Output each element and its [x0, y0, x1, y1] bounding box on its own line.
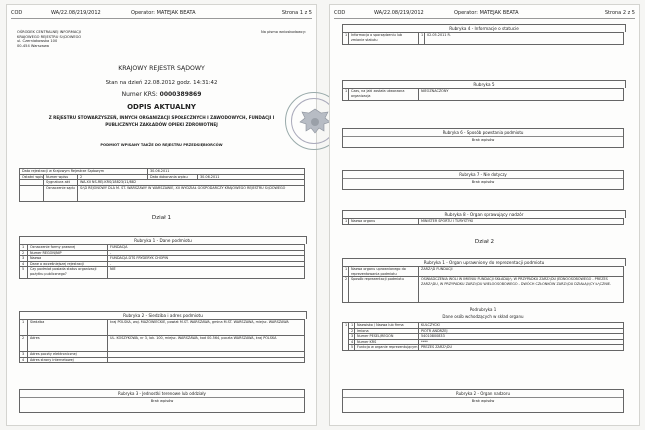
table-row: 1 Czas, na jaki została utworzona organizacja NIEOZNACZONY — [343, 89, 624, 101]
table-row: 3 Nazwa FUNDACJA DTS FRYDERYK CHOPIN — [20, 256, 305, 262]
table-row: 2 Imiona PIOTR ANDRZEJ — [343, 328, 624, 334]
rubryka-1-table — [19, 244, 305, 279]
rubryka-4-title: Rubryka 4 - Informacje o statucie — [342, 24, 626, 32]
table-row: 5 Czy podmiot posiada status organizacji pożytku publicznego? NIE — [20, 267, 305, 279]
rubryka-2-title: Rubryka 2 - Siedziba i adres podmiotu — [19, 311, 307, 319]
rubryka-2-table — [19, 319, 305, 363]
rubryka-3-title: Rubryka 3 - Jednostki terenowe lub oddziały — [20, 390, 304, 398]
header-kw: WA/22.08/219/2012 — [51, 10, 101, 16]
header-page-number: Strona 2 z 5 — [604, 10, 635, 16]
dzial-2-rubryka-1-table — [342, 266, 624, 303]
table-row: 4 Numer KRS **** — [343, 339, 624, 345]
rubryka-1-title: Rubryka 1 - Dane podmiotu — [19, 236, 307, 244]
rubryka-4-table — [342, 32, 624, 45]
rubryka-5-table — [342, 88, 624, 101]
table-row: 1 Informacja o sporządzeniu lub zmianie statutu 1 02.05.2011 R. — [343, 33, 624, 45]
person-table — [342, 322, 624, 351]
header-code: COD — [11, 10, 23, 16]
section-note: PODMIOT WPISANY TAKŻE DO REJESTRU PRZEDSIĘBIORCÓW — [100, 143, 223, 147]
table-row: 2 Sposób reprezentacji podmiotu OŚWIADCZENIA WOLI W IMIENIU FUNDACJI SKŁADAJĄ: W PRZYPADKU ZARZĄDU JEDNOOSOBOWEGO - PREZES ZARZĄDU, W PRZYPADKU ZARZĄDU WIELOOSOBOWEGO - DWÓCH CZŁONKÓW ZARZĄDU DZIAŁAJĄCY ŁĄCZNIE. — [343, 277, 624, 303]
dzial-2-rubryka-1-title: Rubryka 1 - Organ uprawniony do reprezentacji podmiotu — [342, 258, 626, 266]
table-row: 1 Siedziba kraj POLSKA, woj. MAZOWIECKIE, powiat M.ST. WARSZAWA, gmina M.ST. WARSZAWA, miejsc. WARSZAWA — [20, 320, 305, 336]
registry-name-line-2: PUBLICZNYCH ZAKŁADÓW OPIEKI ZDROWOTNEJ — [105, 122, 218, 127]
registry-name-line-1: Z REJESTRU STOWARZYSZEŃ, INNYCH ORGANIZACJI SPOŁECZNYCH I ZAWODOWYCH, FUNDACJI I — [48, 115, 275, 120]
document-page-1 — [6, 4, 317, 426]
rubryka-8-title: Rubryka 8 - Organ sprawujący nadzór — [342, 210, 626, 218]
page-header — [11, 8, 312, 19]
recipient-note: Na pismo wnioskodawcy: — [261, 30, 306, 34]
krs-label: Numer KRS: — [121, 91, 158, 98]
rubryka-6-box: Rubryka 6 - Sposób powstania podmiotu Brak wpisów — [342, 128, 624, 148]
page-header — [334, 8, 635, 19]
dzial-2-rubryka-2-box: Rubryka 2 - Organ nadzoru Brak wpisów — [342, 389, 624, 413]
table-row: 4 Adres strony internetowej — [20, 357, 305, 363]
table-row: 4 Dane o wcześniejszej rejestracji - — [20, 261, 305, 267]
table-row: 3 Adres poczty elektronicznej — [20, 352, 305, 358]
table-row: 5 Funkcja w organie reprezentującym PREZES ZARZĄDU — [343, 345, 624, 351]
krs-number: 0000389869 — [159, 91, 202, 98]
table-row: 3 Numer PESEL/REGON 54010800833 — [343, 334, 624, 340]
rubryka-7-box: Rubryka 7 - Nie dotyczy Brak wpisów — [342, 170, 624, 190]
header-code: COD — [334, 10, 346, 16]
header-operator: Operator: MATEJAK BEATA — [454, 10, 519, 16]
podrubryka-title: Podrubryka 1 — [469, 307, 497, 312]
dzial-2-heading: Dział 2 — [474, 239, 495, 245]
table-row: 1 Nazwa organu MINISTER SPORTU I TURYSTYKI — [343, 219, 624, 225]
rubryka-3-box — [19, 389, 305, 413]
entry-table — [19, 168, 305, 202]
dzial-1-heading: Dział 1 — [151, 215, 172, 221]
issuer-address: OŚRODEK CENTRALNEJ INFORMACJI KRAJOWEGO REJESTRU SĄDOWEGO ul. Czerniakowska 100 00-454 Warszawa — [17, 30, 82, 48]
table-row: Oznaczenie sądu SĄD REJONOWY DLA M. ST. WARSZAWY W WARSZAWIE, XII WYDZIAŁ GOSPODARCZY KRAJOWEGO REJESTRU SĄDOWEGO — [20, 185, 305, 201]
rubryka-8-table — [342, 218, 624, 225]
document-page-2 — [329, 4, 640, 426]
krs-number-line — [7, 91, 316, 98]
table-row: Data rejestracji w Krajowym Rejestrze Sądowym 30.06.2011 — [20, 169, 305, 175]
header-page-number: Strona 1 z 5 — [281, 10, 312, 16]
table-row: 2 Numer REGON/NIP - — [20, 250, 305, 256]
table-row: 1 1 Nazwisko / Nazwa lub firma KULCZYCKI — [343, 323, 624, 329]
registry-title: KRAJOWY REJESTR SĄDOWY — [118, 65, 205, 72]
podrubryka-subtitle: Dane osób wchodzących w skład organu — [442, 314, 524, 319]
extract-title: ODPIS AKTUALNY — [127, 103, 196, 111]
table-row: Ostatni wpis Numer wpisu 2 Data dokonania wpisu 30.06.2011 — [20, 174, 305, 180]
table-row: 1 Nazwa organu uprawnionego do reprezentowania podmiotu ZARZĄD FUNDACJI — [343, 267, 624, 277]
rubryka-3-body: Brak wpisów — [150, 399, 174, 403]
table-row: 1 Oznaczenie formy prawnej FUNDACJA — [20, 245, 305, 251]
rubryka-5-title: Rubryka 5 — [342, 80, 626, 88]
header-operator: Operator: MATEJAK BEATA — [131, 10, 196, 16]
table-row: 2 Adres UL. KOSZYKOWA, nr 3, lok. 100, miejsc. WARSZAWA, kod 00-564, poczta WARSZAWA, kraj POLSKA — [20, 336, 305, 352]
header-kw: WA/22.08/219/2012 — [374, 10, 424, 16]
table-row: Sygnatura akt WA.XII NS-REJ.KRS/18823/11/882 — [20, 180, 305, 186]
state-line: Stan na dzień 22.08.2012 godz. 14:31:42 — [105, 80, 218, 86]
